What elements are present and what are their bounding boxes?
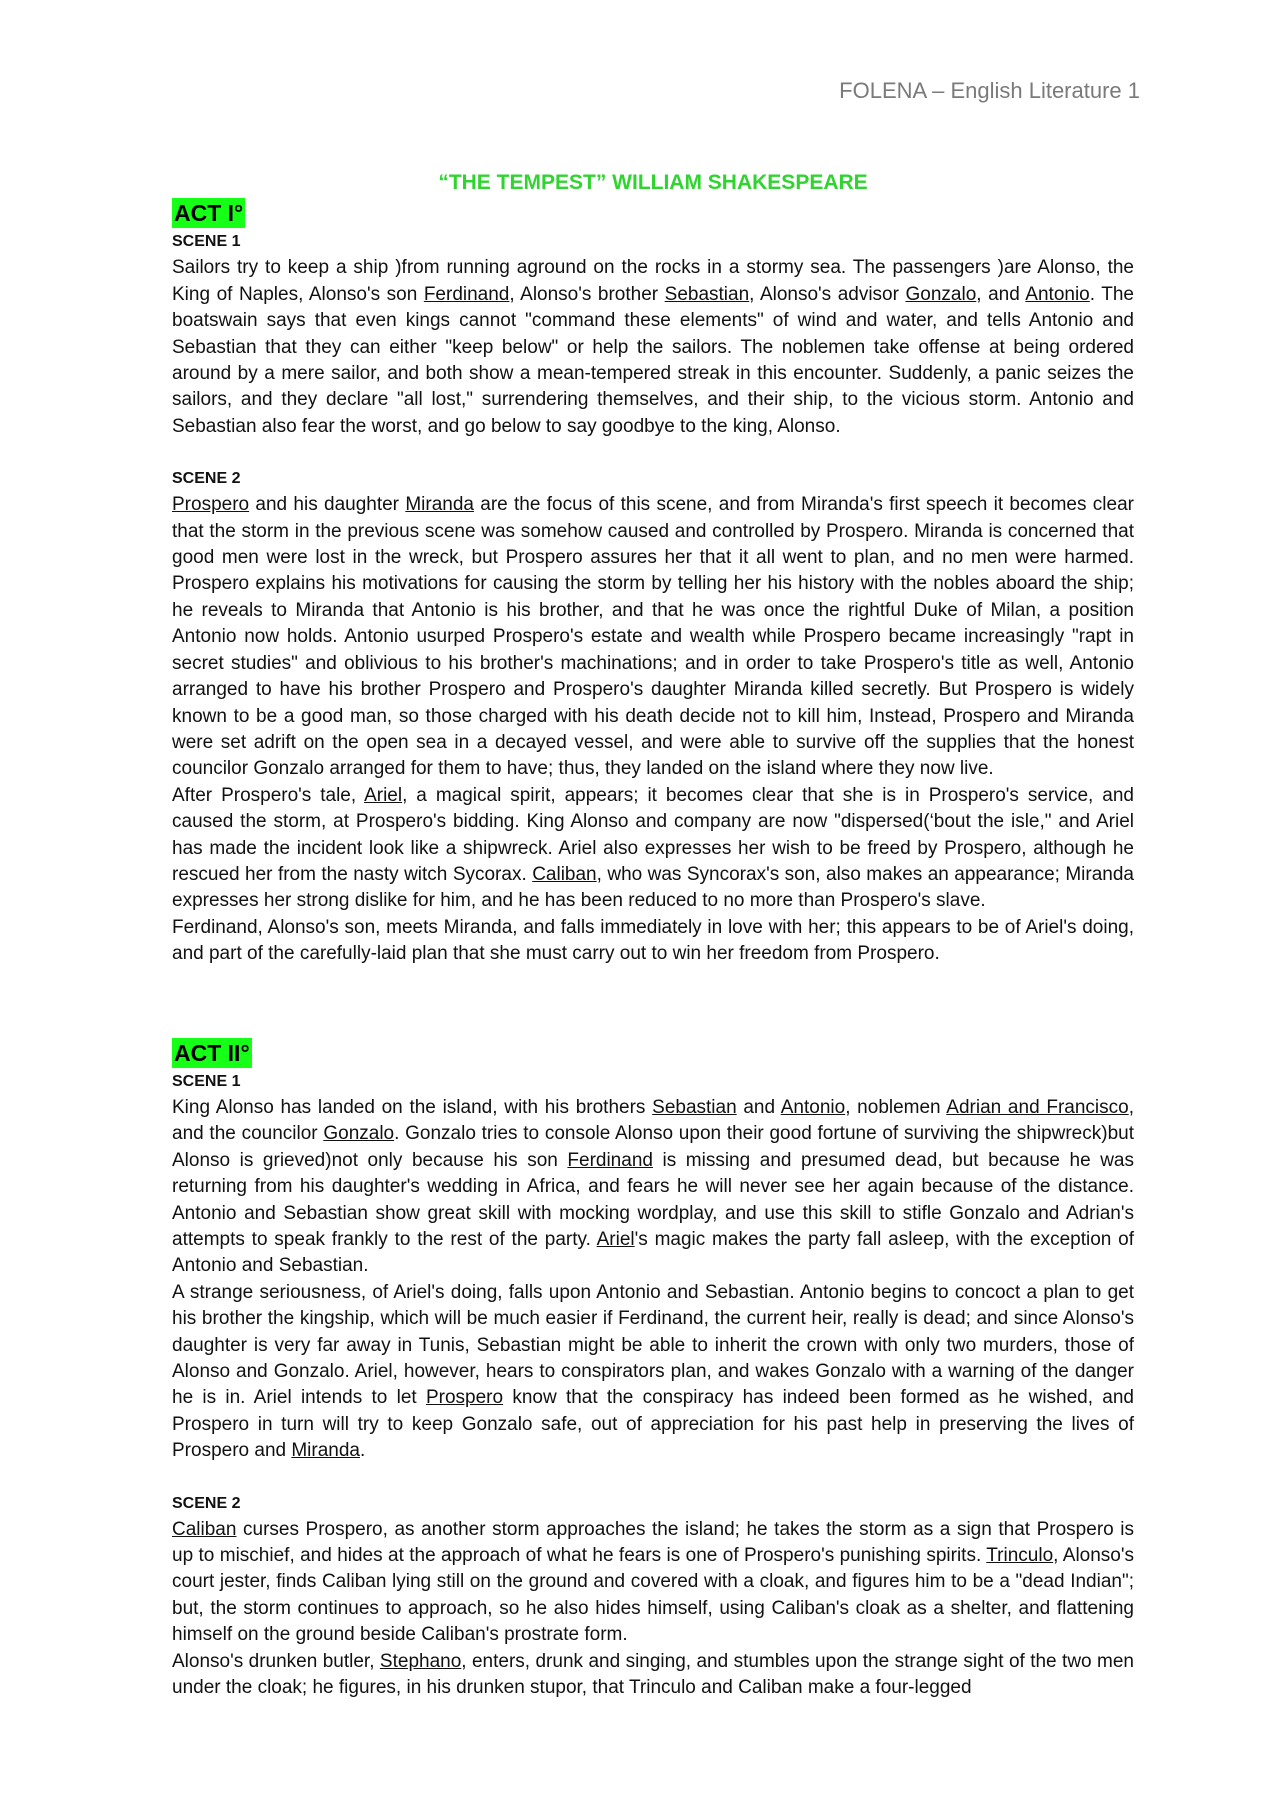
link-sebastian[interactable]: Sebastian	[652, 1096, 737, 1118]
link-sebastian[interactable]: Sebastian	[664, 283, 750, 305]
link-ariel[interactable]: Ariel	[364, 784, 403, 806]
act-2-scene-2-paragraph-2: Alonso's drunken butler, Stephano, enters, drunk and singing, and stumbles upon the strange sight of the two men under the cloak; he figures, in his drunken stupor, that Trinculo and Caliban make a four-legged	[172, 1650, 1135, 1699]
link-ariel[interactable]: Ariel	[596, 1229, 635, 1250]
act-1-scene-2-paragraph-1: Prospero and his daughter Miranda are the focus of this scene, and from Miranda's first speech it becomes clear that the storm in the previous scene was somehow caused and controlled by Prospero. Miranda is concerned that good men were lost in the wreck, but Prospero assures her that it all went to plan, and no men were harmed. Prospero explains his motivations for causing the storm by telling her his history with the nobles aboard the ship; he reveals to Miranda that Antonio is his brother, and that he was once the rightful Duke of Milan, a position Antonio now holds. Antonio usurped Prospero's estate and wealth while Prospero became increasingly "rapt in secret studies" and oblivious to his brother's machinations; and in order to take Prospero's title as well, Antonio arranged to have his brother Prospero and Prospero's daughter Miranda killed secretly. But Prospero is widely known to be a good man, so those charged with his death decide not to kill him, Instead, Prospero and Miranda were set adrift on the open sea in a decayed vessel, and were able to survive off the supplies that the honest councilor Gonzalo arranged for them to have; thus, they landed on the island where they now live.	[172, 494, 1134, 780]
link-prospero[interactable]: Prospero	[425, 1387, 504, 1409]
act-1-scene-2-paragraph-2: After Prospero's tale, Ariel, a magical spirit, appears; it becomes clear that she is in Prospero's service, and caused the storm, at Prospero's bidding. King Alonso and company are now "dispersed(‘bout the isle," and Ariel has made the incident look like a shipwreck. Ariel also expresses her wish to be freed by Prospero, although he rescued her from the nasty witch Sycorax. Caliban, who was Syncorax's son, also makes an appearance; Miranda expresses her strong dislike for him, and he has been reduced to no more than Prospero's slave.	[172, 784, 1134, 912]
link-ferdinand[interactable]: Ferdinand	[567, 1149, 653, 1171]
link-adrian-and-francisco[interactable]: Adrian and Francisco	[946, 1096, 1129, 1118]
act-2-scene-1-paragraph-2: A strange seriousness, of Ariel's doing, falls upon Antonio and Sebastian. Antonio begins to concoct a plan to get his brother the kingship, which will be much easier if Ferdinand, the current heir, really is dead; and since Alonso's daughter is very far away in Tunis, Sebastian might be able to inherit the crown with only two murders, those of Alonso and Gonzalo. Ariel, however, hears to conspirators plan, and wakes Gonzalo with a warning of the danger he is in. Ariel intends to let Prospero know that the conspiracy has indeed been formed as he wished, and Prospero in turn will try to keep Gonzalo safe, out of appreciation for his past help in preserving the lives of Prospero and Miranda.	[172, 1281, 1134, 1462]
link-miranda[interactable]: Miranda	[405, 494, 474, 516]
act-1-scene-2-paragraph-3: Ferdinand, Alonso's son, meets Miranda, and falls immediately in love with her; this appears to be of Ariel's doing, and part of the carefully-laid plan that she must carry out to win her freedom from Prospero.	[172, 916, 1134, 965]
page-header: FOLENA – English Literature 1	[839, 78, 1140, 103]
act-2-scene-2-heading: SCENE 2	[172, 1494, 241, 1512]
link-antonio[interactable]: Antonio	[1025, 283, 1090, 305]
link-caliban[interactable]: Caliban	[172, 1518, 237, 1540]
act-1-label: ACT I°	[174, 200, 244, 226]
act-2-label: ACT II°	[174, 1039, 250, 1066]
act-1-scene-2-heading: SCENE 2	[172, 470, 241, 488]
link-prospero[interactable]: Prospero	[172, 494, 250, 516]
document-body	[172, 168, 1134, 1702]
act-1-scene-1-paragraph: Sailors try to keep a ship )from running aground on the rocks in a stormy sea. The passengers )are Alonso, the King of Naples, Alonso's son Ferdinand, Alonso's brother Sebastian, Alonso's advisor Gonzalo, and Antonio. The boatswain says that even kings cannot "command these elements" of wind and water, and tells Antonio and Sebastian that they can either "keep below" or help the sailors. The noblemen take offense at being ordered around by a mere sailor, and both show a mean-tempered streak in this encounter. Suddenly, a panic seizes the sailors, and they declare "all lost," surrendering themselves, and their ship, to the vicious storm. Antonio and Sebastian also fear the worst, and go below to say goodbye to the king, Alonso.	[172, 257, 1134, 437]
act-2-scene-1-paragraph-1: King Alonso has landed on the island, with his brothers Sebastian and Antonio, noblemen Adrian and Francisco, and the councilor Gonzalo. Gonzalo tries to console Alonso upon their good fortune of surviving the shipwreck)but Alonso is grieved)not only because his son Ferdinand is missing and presumed dead, but because he was returning from his daughter's wedding in Africa, and fears he will never see her again because of the distance. Antonio and Sebastian show great skill with mocking wordplay, and use this skill to stifle Gonzalo and Adrian's attempts to speak frankly to the rest of the party. Ariel's magic makes the party fall asleep, with the exception of Antonio and Sebastian.	[172, 1096, 1134, 1277]
act-2-scene-1-heading: SCENE 1	[172, 1072, 241, 1090]
link-miranda[interactable]: Miranda	[291, 1440, 361, 1462]
act-1-scene-1-heading: SCENE 1	[172, 233, 241, 251]
link-gonzalo[interactable]: Gonzalo	[905, 283, 977, 305]
link-gonzalo[interactable]: Gonzalo	[323, 1123, 395, 1145]
document-title: “THE TEMPEST” WILLIAM SHAKESPEARE	[438, 171, 868, 194]
link-stephano[interactable]: Stephano	[379, 1650, 462, 1672]
act-1-heading	[172, 198, 1134, 229]
link-trinculo[interactable]: Trinculo	[986, 1545, 1054, 1567]
act-2-scene-2-paragraph-1: Caliban curses Prospero, as another storm approaches the island; he takes the storm as a sign that Prospero is up to mischief, and hides at the approach of what he fears is one of Prospero's punishing spirits. Trinculo, Alonso's court jester, finds Caliban lying still on the ground and covered with a cloak, and figures him to be a "dead Indian"; but, the storm continues to approach, so he also hides himself, using Caliban's cloak as a shelter, and flattening himself on the ground beside Caliban's prostrate form.	[172, 1518, 1134, 1646]
link-ferdinand[interactable]: Ferdinand	[423, 283, 510, 305]
link-caliban[interactable]: Caliban	[532, 863, 597, 885]
link-antonio[interactable]: Antonio	[780, 1096, 846, 1118]
act-2-heading	[172, 1038, 1134, 1069]
